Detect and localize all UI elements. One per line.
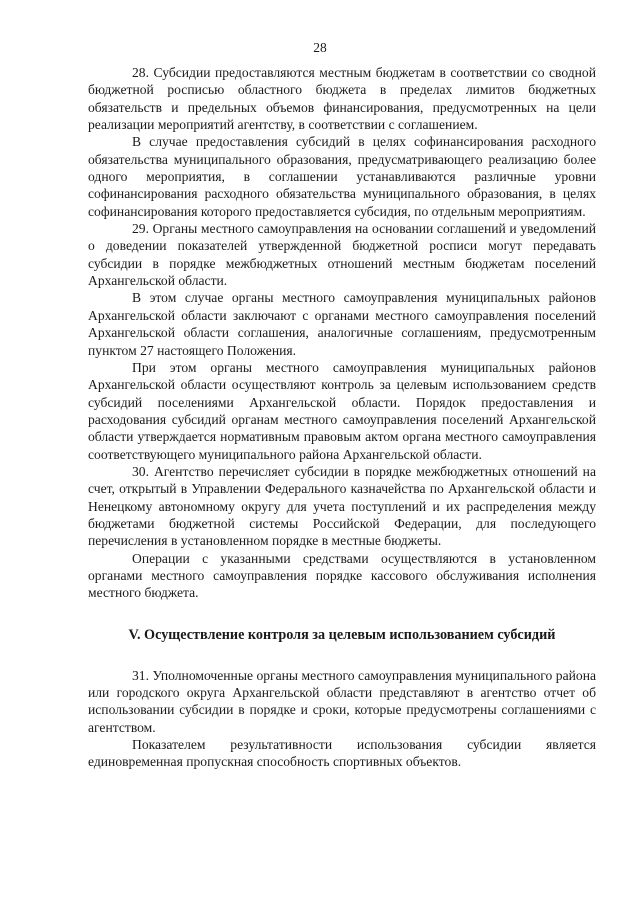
paragraph-31: 31. Уполномоченные органы местного самоуправления муниципального района или городского округа Архангельской области представляют в агентство отчет об использовании субсидии в порядке и сроки, которые предусмотрены соглашениями с агентством. [88, 667, 596, 735]
section-heading: V. Осуществление контроля за целевым использованием субсидий [128, 626, 556, 643]
page-number: 28 [313, 40, 327, 55]
paragraph-29-agreements: В этом случае органы местного самоуправления муниципальных районов Архангельской области заключают с органами местного самоуправления поселений Архангельской области соглашения, аналогичные соглашениям, предусмотренным пунктом 27 настоящего Положения. [88, 290, 596, 358]
paragraph-30-operations: Операции с указанными средствами осуществляются в установленном органами местного самоуправления порядке кассового обслуживания исполнения местного бюджета. [88, 550, 596, 601]
paragraph-28-cofinancing: В случае предоставления субсидий в целях софинансирования расходного обязательства муниципального образования, предусматривающего реализацию более одного мероприятия, в соглашении устанавливаются различные уровни софинансирования расходного обязательства муниципального образования, в целях софинансирования которого предоставляется субсидия, по отдельным мероприятиям. [88, 134, 596, 219]
paragraph-29: 29. Органы местного самоуправления на основании соглашений и уведомлений о доведении показателей утвержденной бюджетной росписи могут передавать субсидии в порядке межбюджетных отношений местным бюджетам поселений Архангельской области. [88, 221, 596, 289]
paragraph-31-indicator: Показателем результативности использования субсидии является единовременная пропускная способность спортивных объектов. [88, 737, 596, 770]
paragraph-29-control: При этом органы местного самоуправления муниципальных районов Архангельской области осуществляют контроль за целевым использованием средств субсидий поселениями Архангельской области. Порядок предоставления и расходования субсидий органам местного самоуправления поселений Архангельской области утверждается нормативным правовым актом органа местного самоуправления соответствующего муниципального района Архангельской области. [88, 359, 596, 462]
document-body [88, 64, 596, 771]
paragraph-30: 30. Агентство перечисляет субсидии в порядке межбюджетных отношений на счет, открытый в Управлении Федерального казначейства по Архангельской области и Ненецкому автономному округу для учета поступлений и их распределения между бюджетами бюджетной системы Российской Федерации, для последующего перечисления в установленном порядке в местные бюджеты. [88, 463, 596, 549]
paragraph-28: 28. Субсидии предоставляются местным бюджетам в соответствии со сводной бюджетной росписью областного бюджета в пределах лимитов бюджетных обязательств и предельных объемов финансирования, предусмотренных на цели реализации мероприятий агентству, в соответствии с соглашением. [88, 65, 596, 133]
